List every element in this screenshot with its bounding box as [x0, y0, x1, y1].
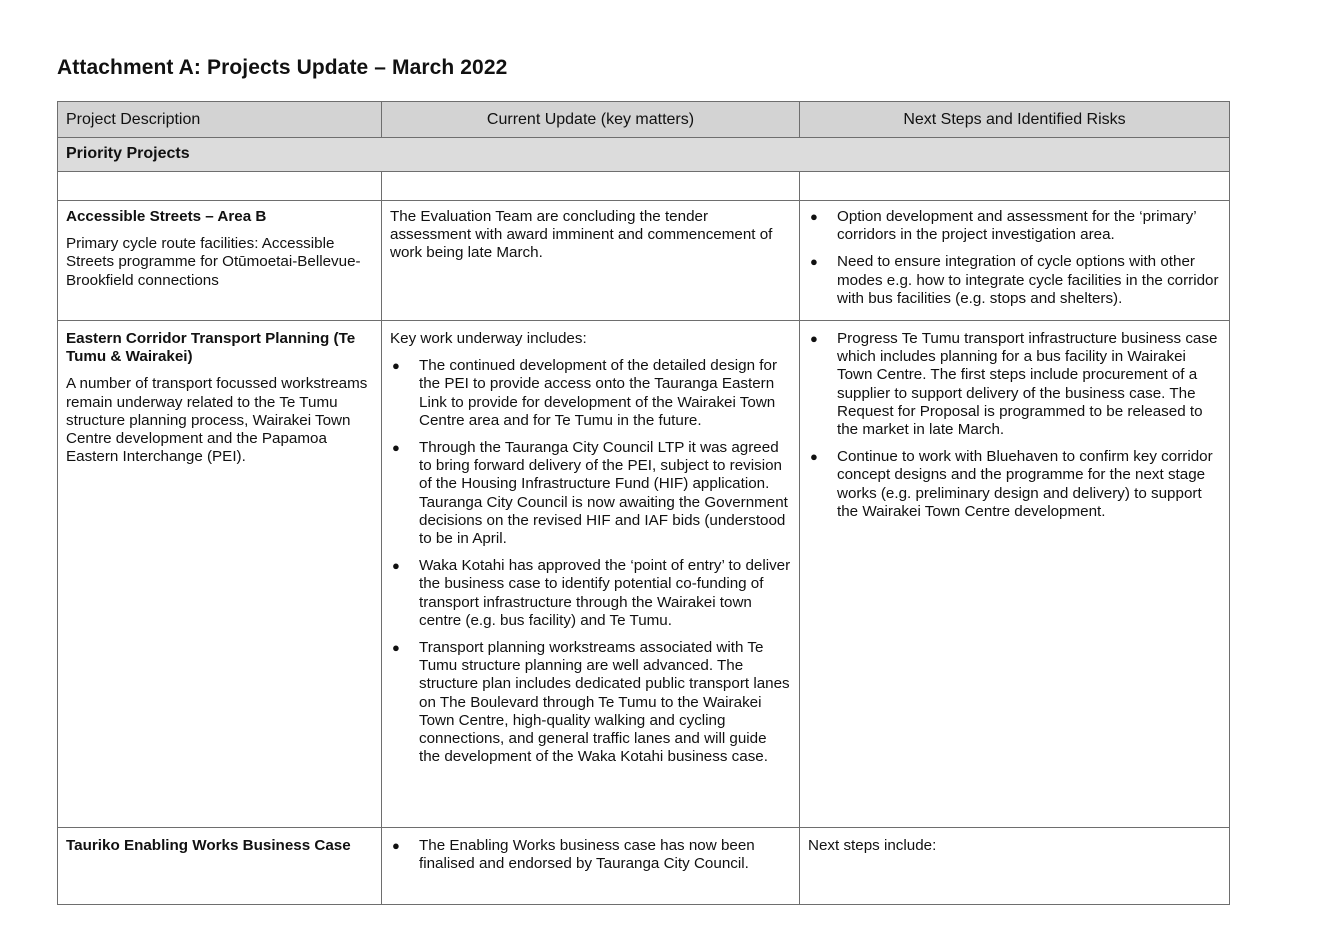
projects-update-table: [57, 101, 1230, 905]
bullet-icon: ●: [810, 449, 818, 465]
current-update-cell: [382, 321, 800, 828]
header-current-update: Current Update (key matters): [382, 102, 800, 138]
list-item: [808, 208, 1221, 244]
header-next-steps: Next Steps and Identified Risks: [800, 102, 1230, 138]
project-name: Eastern Corridor Transport Planning (Te Tumu & Wairakei): [66, 330, 356, 366]
table-row: [58, 201, 1230, 321]
list-item: [390, 439, 791, 548]
list-item: [390, 639, 791, 766]
project-description-cell: [58, 828, 382, 905]
document-title: Attachment A: Projects Update – March 2022: [57, 56, 508, 79]
next-steps-list: [808, 208, 1221, 308]
list-item: [808, 330, 1221, 439]
updates-list: [390, 837, 791, 873]
table-header-row: [58, 102, 1230, 138]
next-steps-cell: [800, 201, 1230, 321]
list-item-text: Option development and assessment for the ‘primary’ corridors in the project investigation area.: [837, 208, 1197, 244]
list-item-text: Through the Tauranga City Council LTP it was agreed to bring forward delivery of the PEI, subject to revision of the Housing Infrastructure Fund (HIF) application. Tauranga City Council is now awaiting the Government decisions on the revised HIF and IAF bids (understood to be in April.: [419, 439, 788, 548]
bullet-icon: ●: [392, 838, 400, 853]
blank-cell: [800, 172, 1230, 201]
bullet-icon: ●: [810, 209, 818, 224]
project-name: Tauriko Enabling Works Business Case: [66, 837, 351, 854]
next-steps-cell: [800, 828, 1230, 905]
table-row: [58, 321, 1230, 828]
list-item: [390, 557, 791, 630]
list-item-text: Progress Te Tumu transport infrastructure business case which includes planning for a bus facility in Wairakei Town Centre. The first steps include procurement of a supplier to support delivery of the business case. The Request for Proposal is programmed to be released to the market in late March.: [837, 330, 1218, 439]
list-item-text: The continued development of the detailed design for the PEI to provide access onto the Tauranga Eastern Link to provide for development of the Wairakei Town Centre area and for Te Tumu in the future.: [419, 357, 777, 429]
list-item: [390, 837, 791, 873]
bullet-icon: ●: [810, 331, 818, 346]
blank-row: [58, 172, 1230, 201]
next-steps-cell: [800, 321, 1230, 828]
project-name: Accessible Streets – Area B: [66, 208, 267, 225]
list-item-text: Need to ensure integration of cycle options with other modes e.g. how to integrate cycle facilities in the corridor with bus facilities (e.g. stops and shelters).: [837, 253, 1219, 307]
next-steps-intro: Next steps include:: [808, 837, 937, 854]
next-steps-list: [808, 330, 1221, 521]
bullet-icon: ●: [392, 440, 400, 456]
list-item-text: Waka Kotahi has approved the ‘point of entry’ to deliver the business case to identify potential co-funding of transport infrastructure through the Wairakei town centre (e.g. bus facility) and Te Tumu.: [419, 557, 791, 629]
list-item-text: The Enabling Works business case has now been finalised and endorsed by Tauranga City Council.: [419, 837, 755, 873]
list-item-text: Transport planning workstreams associated with Te Tumu structure planning are well advanced. The structure plan includes dedicated public transport lanes on The Boulevard through Te Tumu to the Wairakei Town Centre, high-quality walking and cycling connections, and general traffic lanes and will guide the development of the Waka Kotahi business case.: [419, 639, 790, 766]
list-item: [808, 253, 1221, 308]
project-description-cell: [58, 201, 382, 321]
update-text: The Evaluation Team are concluding the tender assessment with award imminent and commencement of work being late March.: [390, 208, 773, 262]
current-update-cell: [382, 201, 800, 321]
bullet-icon: ●: [810, 254, 818, 270]
list-item: [390, 357, 791, 430]
project-description: A number of transport focussed workstreams remain underway related to the Te Tumu structure planning process, Wairakei Town Centre development and the Papamoa Eastern Interchange (PEI).: [66, 375, 368, 466]
bullet-icon: ●: [392, 358, 400, 374]
table-row: [58, 828, 1230, 905]
list-item-text: Continue to work with Bluehaven to confirm key corridor concept designs and the programme for the next stage works (e.g. preliminary design and delivery) to support the Wairakei Town Centre development.: [837, 448, 1213, 520]
project-description: Primary cycle route facilities: Accessible Streets programme for Otūmoetai-Bellevue-Brookfield connections: [66, 235, 361, 289]
section-row: [58, 138, 1230, 172]
current-update-cell: [382, 828, 800, 905]
bullet-icon: ●: [392, 558, 400, 574]
header-project-description: Project Description: [58, 102, 382, 138]
blank-cell: [58, 172, 382, 201]
section-label: Priority Projects: [58, 138, 1230, 172]
bullet-icon: ●: [392, 640, 400, 656]
updates-list: [390, 357, 791, 766]
project-description-cell: [58, 321, 382, 828]
list-item: [808, 448, 1221, 521]
update-intro: Key work underway includes:: [390, 330, 587, 347]
blank-cell: [382, 172, 800, 201]
